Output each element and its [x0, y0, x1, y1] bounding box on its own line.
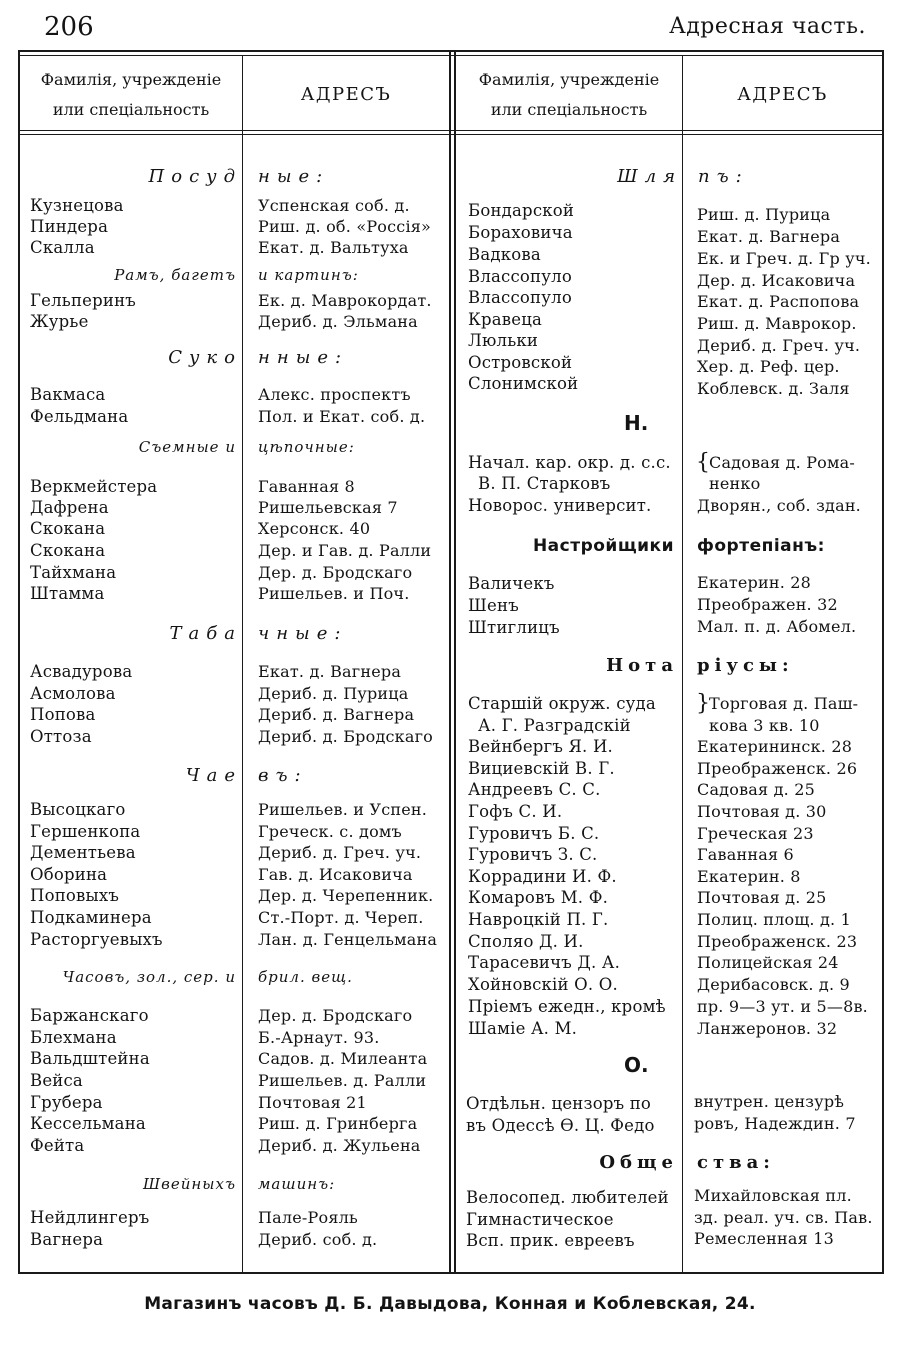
- list-item-address: Дворян., соб. здан.: [697, 496, 861, 515]
- left-name-header: [20, 62, 242, 128]
- list-item-name: Поповыхъ: [30, 886, 120, 905]
- category-name: Чае: [185, 765, 242, 786]
- list-item-name: Начал. кар. окр. д. с.с.: [468, 453, 671, 472]
- header-line-1: Фамилія, учрежденіе: [40, 70, 222, 89]
- list-item-address: Садовая д. 25: [697, 780, 815, 799]
- list-item-name: Скокана: [30, 519, 106, 538]
- list-item-name: Вадкова: [468, 245, 541, 264]
- category-addr: въ:: [258, 765, 308, 786]
- list-item-address: Успенская соб. д.: [258, 196, 410, 215]
- bottom-rule: [18, 1272, 884, 1274]
- header-line-1: Фамилія, учрежденіе: [478, 70, 660, 89]
- running-head: Адресная часть.: [669, 14, 866, 39]
- header-line-2: или спеціальность: [490, 100, 648, 119]
- header-line-2: или спеціальность: [52, 100, 210, 119]
- list-item-address: Садов. д. Милеанта: [258, 1049, 428, 1068]
- list-item-name: Подкаминера: [30, 908, 152, 927]
- category-addr: ріусы:: [697, 655, 794, 676]
- list-item-name: Гуровичъ Б. С.: [468, 824, 600, 843]
- list-item-name: Новорос. университ.: [468, 496, 652, 515]
- category-name: Часовъ, зол., сер. и: [62, 968, 236, 986]
- list-item-name: Баржанскаго: [30, 1006, 149, 1025]
- list-item-address: ненко: [709, 474, 761, 493]
- list-item-name: Попова: [30, 705, 96, 724]
- list-item-name: Штиглицъ: [468, 618, 560, 637]
- list-item-address: Почтовая д. 30: [697, 802, 827, 821]
- list-item-name: Вальдштейна: [30, 1049, 150, 1068]
- list-item-name: Вагнера: [30, 1230, 104, 1249]
- category-name: Съемные и: [138, 438, 236, 456]
- category-addr: машинъ:: [258, 1175, 336, 1193]
- list-item-name: Гимнастическое: [466, 1210, 614, 1229]
- list-item-address: Ришельев. и Успен.: [258, 800, 428, 819]
- list-item-address: Ришельев. д. Ралли: [258, 1071, 427, 1090]
- list-item-name: Грубера: [30, 1093, 103, 1112]
- list-item-address: Гаванная 8: [258, 477, 355, 496]
- category-addr: фортепіанъ:: [697, 536, 825, 556]
- right-col-divider: [682, 56, 683, 1272]
- list-item-name: Шенъ: [468, 596, 519, 615]
- list-item-address: Пале-Рояль: [258, 1208, 358, 1227]
- list-item-name: Высоцкаго: [30, 800, 126, 819]
- list-item-address: Дериб. д. Жульена: [258, 1136, 421, 1155]
- top-rule-thin: [18, 55, 884, 56]
- list-item-address: Екат. д. Распопова: [697, 292, 860, 311]
- list-item-address: внутрен. цензурѣ: [694, 1092, 845, 1111]
- list-item-name: Фельдмана: [30, 407, 129, 426]
- category-addr: брил. вещ.: [258, 968, 353, 986]
- list-item-address: Ришельевская 7: [258, 498, 398, 517]
- list-item-address: Дерибасовск. д. 9: [697, 975, 850, 994]
- list-item-address: Дер. д. Бродскаго: [258, 1006, 413, 1025]
- list-item-address: Гав. д. Исаковича: [258, 865, 413, 884]
- list-item-name: Коррадини И. Ф.: [468, 867, 617, 886]
- list-item-name: Валичекъ: [468, 574, 555, 593]
- list-item-name: В. П. Старковъ: [478, 474, 611, 493]
- list-item-name: Вейнбергъ Я. И.: [468, 737, 613, 756]
- list-item-name: Шаміе А. М.: [468, 1019, 578, 1038]
- category-addr: чные:: [258, 623, 348, 644]
- list-item-address: Херсонск. 40: [258, 519, 371, 538]
- list-item-name: Кессельмана: [30, 1114, 146, 1133]
- list-item-name: Островской: [468, 353, 573, 372]
- list-item-address: Дериб. д. Бродскаго: [258, 727, 434, 746]
- list-item-name: Влассопуло: [468, 267, 572, 286]
- list-item-address: Пол. и Екат. соб. д.: [258, 407, 426, 426]
- list-item-name: Бораховича: [468, 223, 573, 242]
- footer-advertisement: Магазинъ часовъ Д. Б. Давыдова, Конная и Коблевская, 24.: [144, 1294, 756, 1314]
- list-item-address: Греческая 23: [697, 824, 814, 843]
- list-item-address: Дериб. д. Пурица: [258, 684, 409, 703]
- list-item-address: Дериб. д. Эльмана: [258, 312, 418, 331]
- list-item-address: Риш. д. об. «Россія»: [258, 217, 432, 236]
- section-letter: О.: [624, 1053, 649, 1077]
- list-item-name: Фейта: [30, 1136, 85, 1155]
- list-item-address: Ремесленная 13: [694, 1229, 834, 1248]
- list-item-address: Дериб. д. Греч. уч.: [697, 336, 861, 355]
- list-item-address: Полиц. площ. д. 1: [697, 910, 851, 929]
- brace-icon: {: [696, 450, 710, 475]
- list-item-name: Скалла: [30, 238, 95, 257]
- left-border: [18, 50, 20, 1274]
- category-addr: цѣпочные:: [258, 438, 355, 456]
- list-item-name: Штамма: [30, 584, 105, 603]
- list-item-address: Дериб. соб. д.: [258, 1230, 378, 1249]
- list-item-address: Б.-Арнаут. 93.: [258, 1028, 380, 1047]
- header-rule: [18, 130, 884, 131]
- left-col-divider: [242, 56, 243, 1272]
- category-name: Суко: [168, 347, 242, 368]
- right-address-header: АДРЕСЪ: [737, 84, 828, 105]
- list-item-name: Бондарской: [468, 201, 575, 220]
- list-item-address: Коблевск. д. Заля: [697, 379, 850, 398]
- list-item-name: Гершенкопа: [30, 822, 141, 841]
- list-item-address: Дер. и Гав. д. Ралли: [258, 541, 432, 560]
- list-item-name: Оборина: [30, 865, 108, 884]
- category-name: Рамъ, багетъ: [114, 266, 236, 284]
- list-item-address: Дер. д. Черепенник.: [258, 886, 434, 905]
- list-item-address: Почтовая 21: [258, 1093, 367, 1112]
- list-item-address: Преображенск. 26: [697, 759, 858, 778]
- list-item-name: Расторгуевыхъ: [30, 930, 163, 949]
- list-item-name: Асмолова: [30, 684, 116, 703]
- list-item-address: Мал. п. д. Абомел.: [697, 617, 857, 636]
- list-item-name: Кузнецова: [30, 196, 124, 215]
- list-item-name: Журье: [30, 312, 89, 331]
- page-number: 206: [44, 12, 94, 42]
- section-letter: Н.: [624, 411, 649, 435]
- list-item-address: Алекс. проспектъ: [258, 385, 411, 404]
- list-item-name: Оттоза: [30, 727, 92, 746]
- list-item-name: Блехмана: [30, 1028, 117, 1047]
- list-item-address: Ст.-Порт. д. Череп.: [258, 908, 424, 927]
- list-item-name: Дементьева: [30, 843, 136, 862]
- list-item-address: Преображенск. 23: [697, 932, 858, 951]
- list-item-address: ровъ, Надеждин. 7: [694, 1114, 856, 1133]
- list-item-name: Пиндера: [30, 217, 109, 236]
- list-item-address: Ланжеронов. 32: [697, 1019, 838, 1038]
- center-divider: [449, 50, 451, 1274]
- list-item-name: Веркмейстера: [30, 477, 158, 496]
- list-item-address: Екатерин. 28: [697, 573, 812, 592]
- list-item-address: зд. реал. уч. св. Пав.: [694, 1208, 873, 1227]
- list-item-address: Дериб. д. Вагнера: [258, 705, 415, 724]
- category-addr: ства:: [697, 1152, 775, 1173]
- right-border: [882, 50, 884, 1274]
- category-name: Настройщики: [532, 536, 674, 556]
- list-item-name: Андреевъ С. С.: [468, 780, 601, 799]
- list-item-name: Вициевскій В. Г.: [468, 759, 615, 778]
- list-item-address: Хер. д. Реф. цер.: [697, 357, 840, 376]
- list-item-address: Екат. д. Вальтуха: [258, 238, 409, 257]
- list-item-name: Навроцкій П. Г.: [468, 910, 609, 929]
- list-item-address: Греческ. с. домъ: [258, 822, 402, 841]
- list-item-name: Скокана: [30, 541, 106, 560]
- list-item-name: Влассопуло: [468, 288, 572, 307]
- list-item-name: Старшій окруж. суда: [468, 694, 656, 713]
- list-item-address: Риш. д. Маврокор.: [697, 314, 857, 333]
- list-item-name: Гельперинъ: [30, 291, 136, 310]
- list-item-address: Дериб. д. Греч. уч.: [258, 843, 422, 862]
- list-item-name: Гуровичъ З. С.: [468, 845, 598, 864]
- list-item-name: Дафрена: [30, 498, 109, 517]
- list-item-name: Хойновскій О. О.: [468, 975, 618, 994]
- list-item-name: Кравеца: [468, 310, 543, 329]
- category-addr: и картинъ:: [258, 266, 359, 284]
- category-name: Таба: [169, 623, 242, 644]
- left-address-header: АДРЕСЪ: [300, 84, 392, 105]
- list-item-name: Споляо Д. И.: [468, 932, 584, 951]
- list-item-address: пр. 9—3 ут. и 5—8в.: [697, 997, 868, 1016]
- list-item-address: Гаванная 6: [697, 845, 794, 864]
- category-name: Посуд: [148, 166, 242, 187]
- list-item-address: Почтовая д. 25: [697, 888, 827, 907]
- list-item-name: Асвадурова: [30, 662, 133, 681]
- top-rule: [18, 50, 884, 52]
- list-item-address: Екатерининск. 28: [697, 737, 853, 756]
- list-item-name: Пріемъ ежедн., кромѣ: [468, 997, 666, 1016]
- list-item-address: Ек. и Греч. д. Гр уч.: [697, 249, 871, 268]
- list-item-name: Вакмаса: [30, 385, 106, 404]
- list-item-name: Всп. прик. евреевъ: [466, 1231, 635, 1250]
- list-item-name: А. Г. Разградскій: [478, 716, 631, 735]
- header-rule-thin: [18, 134, 884, 135]
- list-item-address: Михайловская пл.: [694, 1186, 852, 1205]
- category-addr: нные:: [258, 347, 349, 368]
- list-item-address: Риш. д. Гринберга: [258, 1114, 418, 1133]
- category-name: Швейныхъ: [143, 1175, 236, 1193]
- right-name-header: [456, 62, 682, 128]
- category-addr: пъ:: [698, 166, 749, 187]
- category-addr: ные:: [258, 166, 330, 187]
- brace-icon: }: [696, 691, 710, 716]
- list-item-name: Люльки: [468, 331, 539, 350]
- list-item-name: Велосопед. любителей: [466, 1188, 669, 1207]
- list-item-name: Слонимской: [468, 374, 579, 393]
- list-item-name: Тарасевичъ Д. А.: [468, 953, 621, 972]
- list-item-address: Полицейская 24: [697, 953, 839, 972]
- list-item-name: въ Одессѣ Ѳ. Ц. Федо: [466, 1116, 655, 1135]
- category-name: Обще: [599, 1152, 678, 1173]
- list-item-name: Гофъ С. И.: [468, 802, 563, 821]
- category-name: Нота: [606, 655, 678, 676]
- list-item-name: Комаровъ М. Ф.: [468, 888, 609, 907]
- list-item-address: Екат. д. Вагнера: [697, 227, 841, 246]
- list-item-name: Вейса: [30, 1071, 83, 1090]
- list-item-address: Екат. д. Вагнера: [258, 662, 402, 681]
- list-item-address: Садовая д. Рома-: [709, 453, 856, 472]
- list-item-address: Екатерин. 8: [697, 867, 801, 886]
- list-item-address: Преображен. 32: [697, 595, 838, 614]
- list-item-address: Лан. д. Генцельмана: [258, 930, 438, 949]
- list-item-address: Риш. д. Пурица: [697, 205, 831, 224]
- list-item-name: Отдѣльн. цензоръ по: [466, 1094, 652, 1113]
- list-item-address: Ек. д. Маврокордат.: [258, 291, 432, 310]
- list-item-address: кова 3 кв. 10: [709, 716, 820, 735]
- list-item-address: Торговая д. Паш-: [709, 694, 859, 713]
- list-item-address: Дер. д. Исаковича: [697, 271, 856, 290]
- list-item-name: Тайхмана: [30, 563, 117, 582]
- category-name: Шля: [617, 166, 682, 187]
- list-item-address: Ришельев. и Поч.: [258, 584, 410, 603]
- list-item-address: Дер. д. Бродскаго: [258, 563, 413, 582]
- list-item-name: Нейдлингеръ: [30, 1208, 150, 1227]
